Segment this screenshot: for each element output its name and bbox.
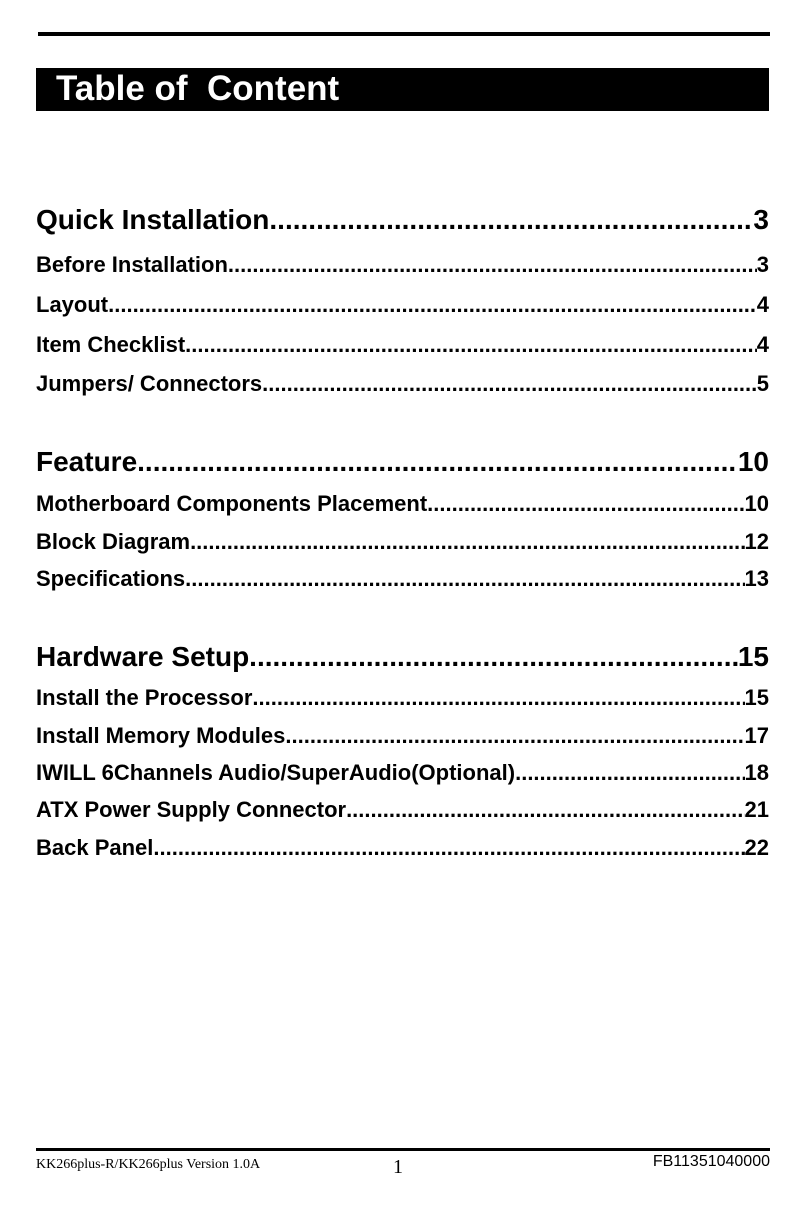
toc-page-number: 21 — [744, 797, 769, 822]
toc-item-motherboard-components-placement[interactable] — [36, 491, 769, 519]
toc-page-number: 18 — [744, 760, 769, 785]
toc-section-quick-installation[interactable] — [36, 204, 769, 238]
toc-leader — [185, 332, 757, 358]
footer-doc-code: FB11351040000 — [652, 1153, 770, 1170]
toc-item-jumpers-connectors[interactable] — [36, 371, 769, 399]
toc-leader — [262, 371, 757, 397]
toc-page-number: 15 — [737, 641, 769, 672]
toc-leader — [252, 685, 744, 711]
toc-leader — [228, 252, 757, 278]
toc-label: Quick Installation — [36, 204, 270, 235]
toc-item-iwill-6channels-audio[interactable] — [36, 760, 769, 788]
toc-page-number: 4 — [756, 332, 769, 357]
top-rule — [38, 32, 770, 36]
toc-label: Install the Processor — [36, 685, 253, 710]
toc-leader — [515, 760, 744, 786]
toc-label: Hardware Setup — [36, 641, 250, 672]
toc-label: Block Diagram — [36, 529, 191, 554]
footer-page-number: 1 — [393, 1156, 403, 1178]
toc-leader — [285, 723, 744, 749]
toc-page-number: 22 — [744, 835, 769, 860]
toc-leader — [108, 292, 757, 318]
toc-label: ATX Power Supply Connector — [36, 797, 347, 822]
toc-page-number: 15 — [744, 685, 769, 710]
toc-section-feature[interactable] — [36, 446, 769, 480]
toc-label: Item Checklist — [36, 332, 186, 357]
toc-leader — [153, 835, 744, 861]
toc-item-atx-power-supply-connector[interactable] — [36, 797, 769, 825]
toc-label: Install Memory Modules — [36, 723, 286, 748]
toc-page-number: 4 — [756, 292, 769, 317]
toc-page-number: 12 — [744, 529, 769, 554]
footer-model-version: KK266plus-R/KK266plus Version 1.0A — [36, 1157, 261, 1172]
toc-leader — [137, 446, 738, 478]
toc-label: Motherboard Components Placement — [36, 491, 428, 516]
toc-section-hardware-setup[interactable] — [36, 641, 769, 675]
toc-leader — [427, 491, 744, 517]
toc-page-number: 10 — [737, 446, 769, 477]
toc-item-block-diagram[interactable] — [36, 529, 769, 557]
toc-label: Specifications — [36, 566, 186, 591]
title-bar — [36, 68, 769, 111]
toc-page-number: 13 — [744, 566, 769, 591]
toc-leader — [269, 204, 753, 236]
toc-page-number: 10 — [744, 491, 769, 516]
toc-item-specifications[interactable] — [36, 566, 769, 594]
toc-leader — [185, 566, 744, 592]
toc-label: Jumpers/ Connectors — [36, 371, 263, 396]
toc-item-back-panel[interactable] — [36, 835, 769, 863]
toc-item-install-memory-modules[interactable] — [36, 723, 769, 751]
toc-item-layout[interactable] — [36, 292, 769, 320]
toc-item-item-checklist[interactable] — [36, 332, 769, 360]
toc-page-number: 3 — [753, 204, 769, 235]
toc-page-number: 5 — [756, 371, 769, 396]
page-title: Table of Content — [56, 69, 340, 108]
toc-page-number: 3 — [756, 252, 769, 277]
toc-item-before-installation[interactable] — [36, 252, 769, 280]
toc-label: Feature — [36, 446, 138, 477]
toc-label: Before Installation — [36, 252, 228, 277]
footer-rule — [36, 1148, 770, 1151]
toc-item-install-the-processor[interactable] — [36, 685, 769, 713]
toc-leader — [249, 641, 738, 673]
toc-label: Layout — [36, 292, 109, 317]
toc-label: IWILL 6Channels Audio/SuperAudio(Optional) — [36, 760, 516, 785]
toc-label: Back Panel — [36, 835, 154, 860]
toc-leader — [346, 797, 744, 823]
toc-page-number: 17 — [744, 723, 769, 748]
toc-leader — [190, 529, 744, 555]
